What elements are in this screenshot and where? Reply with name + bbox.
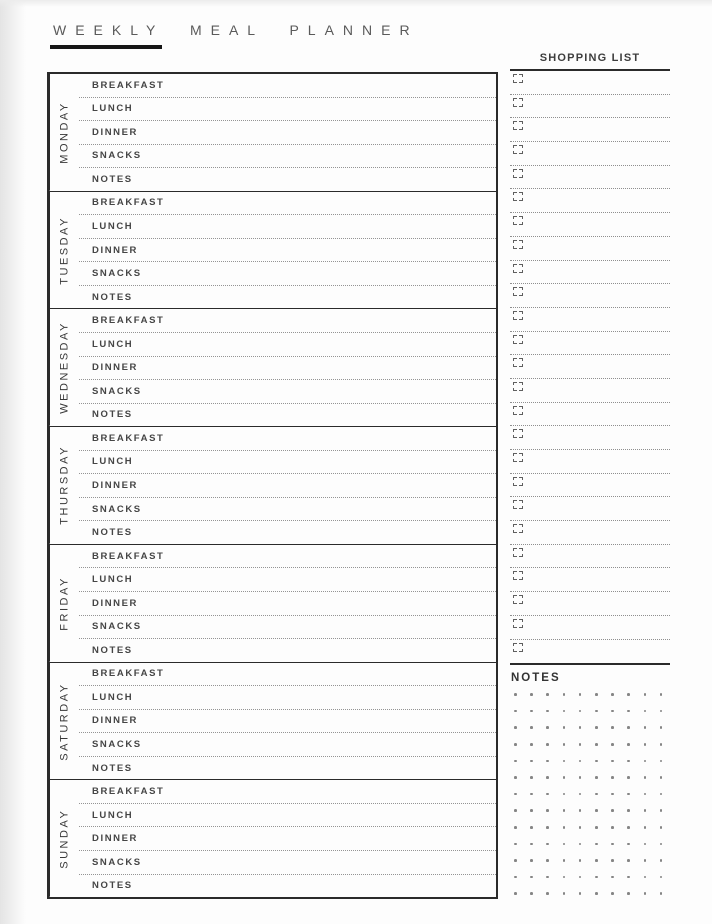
meal-label: BREAKFAST (92, 197, 165, 209)
grid-dot (627, 693, 630, 696)
shopping-list-item[interactable] (510, 450, 670, 474)
grid-dot (611, 843, 614, 846)
day-label: MONDAY (49, 74, 79, 191)
grid-dot (563, 843, 566, 846)
grid-dot (579, 743, 582, 746)
grid-dot (579, 760, 582, 763)
meal-row-breakfast[interactable] (79, 192, 496, 216)
meal-label: DINNER (92, 126, 139, 138)
grid-dot (627, 859, 630, 862)
grid-dot (546, 726, 549, 729)
checkbox-icon[interactable] (513, 429, 523, 438)
grid-dot (546, 843, 549, 846)
grid-dot (546, 809, 549, 812)
grid-dot (627, 892, 630, 895)
meal-label: NOTES (92, 173, 133, 185)
grid-dot (627, 809, 630, 812)
grid-dot (546, 760, 549, 763)
shopping-list-items (510, 69, 670, 665)
checkbox-icon[interactable] (513, 287, 523, 296)
meal-label: LUNCH (92, 574, 134, 586)
grid-dot (660, 809, 663, 812)
meal-label: NOTES (92, 527, 133, 539)
grid-dot (627, 843, 630, 846)
grid-dot (660, 776, 663, 779)
grid-dot (546, 776, 549, 779)
grid-dot (546, 710, 549, 713)
grid-dot (660, 892, 663, 895)
grid-dot (660, 859, 663, 862)
grid-dot (514, 760, 517, 763)
meal-label: NOTES (92, 880, 133, 892)
grid-dot (611, 693, 614, 696)
grid-dot (611, 859, 614, 862)
grid-dot (644, 693, 647, 696)
day-block-friday (49, 545, 496, 663)
meal-row-dinner[interactable] (79, 357, 496, 381)
day-label: SATURDAY (49, 663, 79, 780)
grid-dot (644, 876, 647, 879)
grid-dot (530, 876, 533, 879)
checkbox-icon[interactable] (513, 121, 523, 130)
grid-dot (611, 760, 614, 763)
meal-label: NOTES (92, 644, 133, 656)
grid-dot (579, 793, 582, 796)
grid-dot (644, 726, 647, 729)
grid-dot (611, 743, 614, 746)
meal-row-notes[interactable] (79, 875, 496, 898)
meal-row-lunch[interactable] (79, 451, 496, 475)
grid-dot (611, 710, 614, 713)
grid-dot (595, 793, 598, 796)
grid-dot (627, 776, 630, 779)
grid-dot (660, 826, 663, 829)
day-label: SUNDAY (49, 780, 79, 897)
checkbox-icon[interactable] (513, 477, 523, 486)
grid-dot (644, 743, 647, 746)
day-label: TUESDAY (49, 192, 79, 309)
meal-label: DINNER (92, 597, 139, 609)
grid-dot (595, 743, 598, 746)
grid-dot (514, 726, 517, 729)
day-block-wednesday (49, 309, 496, 427)
grid-dot (627, 826, 630, 829)
grid-dot (579, 826, 582, 829)
grid-dot (627, 726, 630, 729)
shopping-list-item[interactable] (510, 71, 670, 95)
day-label: THURSDAY (49, 427, 79, 544)
meal-label: NOTES (92, 409, 133, 421)
grid-dot (514, 793, 517, 796)
day-block-saturday (49, 663, 496, 781)
grid-dot (563, 809, 566, 812)
checkbox-icon[interactable] (513, 216, 523, 225)
shopping-list-item[interactable] (510, 545, 670, 569)
meal-row-notes[interactable] (79, 757, 496, 780)
meal-row-notes[interactable] (79, 286, 496, 309)
grid-dot (627, 743, 630, 746)
page-title: WEEKLY MEAL PLANNER (53, 22, 419, 38)
grid-dot (546, 826, 549, 829)
grid-dot (660, 876, 663, 879)
grid-dot (644, 760, 647, 763)
grid-dot (611, 892, 614, 895)
shopping-list-item[interactable] (510, 640, 670, 664)
checkbox-icon[interactable] (513, 643, 523, 652)
day-block-sunday (49, 780, 496, 897)
weekly-planner-table (47, 72, 498, 899)
grid-dot (530, 826, 533, 829)
shopping-list-item[interactable] (510, 426, 670, 450)
meal-label: SNACKS (92, 739, 142, 750)
day-label: FRIDAY (49, 545, 79, 662)
grid-dot (579, 726, 582, 729)
meal-label: SNACKS (92, 385, 142, 397)
grid-dot (644, 843, 647, 846)
checkbox-icon[interactable] (513, 619, 523, 628)
shopping-list-item[interactable] (510, 284, 670, 308)
checkbox-icon[interactable] (513, 240, 523, 249)
meal-row-dinner[interactable] (79, 239, 496, 263)
grid-dot (627, 876, 630, 879)
checkbox-icon[interactable] (513, 500, 523, 509)
grid-dot (530, 726, 533, 729)
grid-dot (660, 793, 663, 796)
day-block-tuesday (49, 192, 496, 310)
grid-dot (660, 710, 663, 713)
grid-dot (530, 776, 533, 779)
grid-dot (563, 793, 566, 796)
meal-label: LUNCH (92, 338, 134, 350)
checkbox-icon[interactable] (513, 524, 523, 533)
grid-dot (644, 892, 647, 895)
meal-label: DINNER (92, 244, 139, 256)
grid-dot (514, 776, 517, 779)
meal-label: BREAKFAST (92, 550, 165, 562)
meal-row-lunch[interactable] (79, 333, 496, 357)
meal-row-breakfast[interactable] (79, 663, 496, 687)
meal-label: LUNCH (92, 103, 134, 115)
grid-dot (530, 793, 533, 796)
title-underline (50, 45, 162, 49)
meal-label: BREAKFAST (92, 668, 165, 680)
grid-dot (660, 693, 663, 696)
checkbox-icon[interactable] (513, 311, 523, 320)
meal-label: SNACKS (92, 268, 142, 280)
grid-dot (579, 776, 582, 779)
checkbox-icon[interactable] (513, 406, 523, 415)
grid-dot (595, 760, 598, 763)
grid-dot (514, 876, 517, 879)
meal-row-snacks[interactable] (79, 616, 496, 640)
grid-dot (563, 876, 566, 879)
grid-dot (563, 776, 566, 779)
meal-label: LUNCH (92, 691, 134, 703)
meal-label: BREAKFAST (92, 315, 165, 327)
grid-dot (595, 710, 598, 713)
meal-row-breakfast[interactable] (79, 309, 496, 333)
grid-dot (579, 859, 582, 862)
grid-dot (595, 809, 598, 812)
checkbox-icon[interactable] (513, 382, 523, 391)
shopping-list-item[interactable] (510, 355, 670, 379)
grid-dot (627, 793, 630, 796)
checkbox-icon[interactable] (513, 145, 523, 154)
meal-label: NOTES (92, 291, 133, 303)
grid-dot (514, 710, 517, 713)
grid-dot (660, 743, 663, 746)
grid-dot (546, 693, 549, 696)
grid-dot (530, 693, 533, 696)
checkbox-icon[interactable] (513, 335, 523, 344)
grid-dot (579, 876, 582, 879)
grid-dot (563, 710, 566, 713)
checkbox-icon[interactable] (513, 548, 523, 557)
meal-label: LUNCH (92, 456, 134, 468)
grid-dot (514, 859, 517, 862)
shopping-list-item[interactable] (510, 166, 670, 190)
shopping-list-item[interactable] (510, 616, 670, 640)
meal-row-dinner[interactable] (79, 827, 496, 851)
grid-dot (644, 776, 647, 779)
grid-dot (563, 743, 566, 746)
meal-row-lunch[interactable] (79, 686, 496, 710)
shopping-list-item[interactable] (510, 118, 670, 142)
checkbox-icon[interactable] (513, 264, 523, 273)
meal-row-breakfast[interactable] (79, 427, 496, 451)
grid-dot (563, 892, 566, 895)
shopping-list-section (510, 52, 670, 665)
meal-label: BREAKFAST (92, 786, 165, 798)
grid-dot (644, 793, 647, 796)
meal-row-notes[interactable] (79, 168, 496, 191)
meal-row-breakfast[interactable] (79, 545, 496, 569)
grid-dot (546, 859, 549, 862)
grid-dot (627, 710, 630, 713)
grid-dot (530, 892, 533, 895)
meal-label: SNACKS (92, 503, 142, 515)
grid-dot (530, 843, 533, 846)
shopping-list-item[interactable] (510, 237, 670, 261)
checkbox-icon[interactable] (513, 192, 523, 201)
meal-row-lunch[interactable] (79, 98, 496, 122)
grid-dot (595, 892, 598, 895)
meal-row-dinner[interactable] (79, 710, 496, 734)
grid-dot (563, 693, 566, 696)
grid-dot (611, 809, 614, 812)
meal-row-snacks[interactable] (79, 380, 496, 404)
grid-dot (611, 876, 614, 879)
meal-label: SNACKS (92, 621, 142, 633)
day-block-monday (49, 74, 496, 192)
meal-label: DINNER (92, 833, 139, 845)
shopping-list-item[interactable] (510, 189, 670, 213)
meal-row-dinner[interactable] (79, 474, 496, 498)
grid-dot (530, 760, 533, 763)
meal-label: LUNCH (92, 809, 134, 821)
shopping-list-item[interactable] (510, 497, 670, 521)
grid-dot (579, 809, 582, 812)
grid-dot (579, 693, 582, 696)
meal-label: DINNER (92, 480, 139, 492)
grid-dot (627, 760, 630, 763)
day-block-thursday (49, 427, 496, 545)
meal-row-lunch[interactable] (79, 804, 496, 828)
meal-label: BREAKFAST (92, 432, 165, 444)
grid-dot (595, 826, 598, 829)
grid-dot (514, 892, 517, 895)
grid-dot (579, 710, 582, 713)
grid-dot (530, 743, 533, 746)
meal-row-snacks[interactable] (79, 498, 496, 522)
notes-title: NOTES (511, 672, 561, 685)
grid-dot (611, 726, 614, 729)
checkbox-icon[interactable] (513, 74, 523, 83)
meal-row-snacks[interactable] (79, 262, 496, 286)
shopping-list-item[interactable] (510, 379, 670, 403)
checkbox-icon[interactable] (513, 453, 523, 462)
grid-dot (546, 743, 549, 746)
grid-dot (611, 776, 614, 779)
meal-row-notes[interactable] (79, 404, 496, 427)
grid-dot (660, 726, 663, 729)
grid-dot (530, 809, 533, 812)
grid-dot (595, 876, 598, 879)
shopping-list-item[interactable] (510, 332, 670, 356)
grid-dot (611, 826, 614, 829)
meal-row-snacks[interactable] (79, 851, 496, 875)
grid-dot (514, 743, 517, 746)
grid-dot (514, 693, 517, 696)
grid-dot (644, 826, 647, 829)
grid-dot (611, 793, 614, 796)
meal-row-dinner[interactable] (79, 592, 496, 616)
meal-label: SNACKS (92, 856, 142, 868)
shopping-list-title: SHOPPING LIST (539, 52, 641, 64)
grid-dot (514, 809, 517, 812)
grid-dot (546, 892, 549, 895)
shopping-list-item[interactable] (510, 474, 670, 498)
grid-dot (563, 859, 566, 862)
shopping-list-item[interactable] (510, 568, 670, 592)
meal-row-dinner[interactable] (79, 121, 496, 145)
meal-row-notes[interactable] (79, 521, 496, 544)
meal-row-breakfast[interactable] (79, 780, 496, 804)
grid-dot (563, 726, 566, 729)
checkbox-icon[interactable] (513, 169, 523, 178)
shopping-list-item[interactable] (510, 142, 670, 166)
meal-row-breakfast[interactable] (79, 74, 496, 98)
grid-dot (579, 843, 582, 846)
meal-row-snacks[interactable] (79, 733, 496, 757)
shopping-list-item[interactable] (510, 403, 670, 427)
shopping-list-item[interactable] (510, 261, 670, 285)
checkbox-icon[interactable] (513, 358, 523, 367)
meal-label: DINNER (92, 362, 139, 374)
meal-label: SNACKS (92, 150, 142, 162)
grid-dot (660, 843, 663, 846)
grid-dot (546, 876, 549, 879)
meal-row-notes[interactable] (79, 639, 496, 662)
shopping-list-item[interactable] (510, 592, 670, 616)
grid-dot (514, 843, 517, 846)
checkbox-icon[interactable] (513, 595, 523, 604)
right-column (510, 52, 670, 907)
grid-dot (595, 693, 598, 696)
grid-dot (595, 843, 598, 846)
grid-dot (595, 726, 598, 729)
meal-label: NOTES (92, 762, 133, 774)
grid-dot (530, 710, 533, 713)
shopping-list-item[interactable] (510, 95, 670, 119)
grid-dot (530, 859, 533, 862)
grid-dot (660, 760, 663, 763)
grid-dot (644, 859, 647, 862)
notes-section (510, 672, 670, 907)
shopping-list-item[interactable] (510, 213, 670, 237)
grid-dot (546, 793, 549, 796)
grid-dot (595, 859, 598, 862)
grid-dot (514, 826, 517, 829)
grid-dot (563, 760, 566, 763)
meal-row-lunch[interactable] (79, 568, 496, 592)
grid-dot (644, 710, 647, 713)
day-label: WEDNESDAY (49, 309, 79, 426)
checkbox-icon[interactable] (513, 571, 523, 580)
meal-row-lunch[interactable] (79, 215, 496, 239)
grid-dot (579, 892, 582, 895)
notes-dot-grid[interactable] (510, 691, 670, 907)
grid-dot (563, 826, 566, 829)
meal-label: LUNCH (92, 221, 134, 233)
grid-dot (595, 776, 598, 779)
meal-label: BREAKFAST (92, 79, 165, 91)
meal-label: DINNER (92, 715, 139, 727)
checkbox-icon[interactable] (513, 98, 523, 107)
shopping-list-item[interactable] (510, 521, 670, 545)
meal-row-snacks[interactable] (79, 145, 496, 169)
shopping-list-item[interactable] (510, 308, 670, 332)
grid-dot (644, 809, 647, 812)
